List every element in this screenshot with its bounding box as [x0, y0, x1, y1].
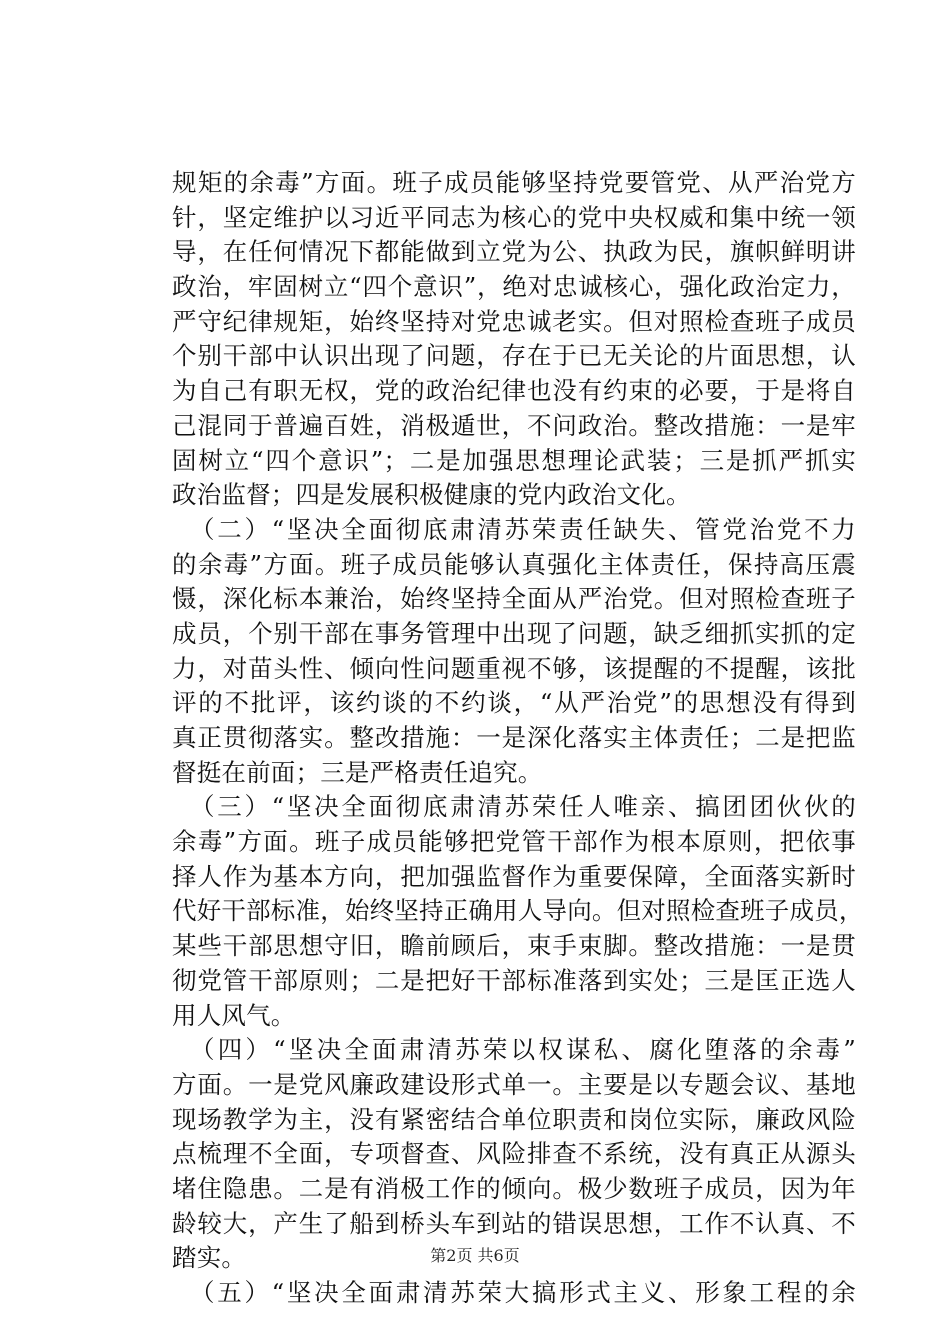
text-line: 现场教学为主，没有紧密结合单位职责和岗位实际，廉政风险: [172, 1104, 856, 1134]
text-line: 己混同于普遍百姓，消极遁世，不问政治。整改措施：一是牢: [172, 410, 856, 440]
text-line: 政治，牢固树立“四个意识”，绝对忠诚核心，强化政治定力，: [172, 272, 856, 302]
text-line: 慑，深化标本兼治，始终坚持全面从严治党。但对照检查班子: [172, 584, 856, 614]
text-line: 踏实。: [172, 1243, 247, 1273]
text-line: 彻党管干部原则；二是把好干部标准落到实处；三是匡正选人: [172, 965, 856, 995]
text-line: 的余毒”方面。班子成员能够认真强化主体责任，保持高压震: [172, 549, 856, 579]
text-line: 真正贯彻落实。整改措施：一是深化落实主体责任；二是把监: [172, 723, 856, 752]
paragraph-start-line: （五）“坚决全面肃清苏荣大搞形式主义、形象工程的余: [190, 1278, 856, 1307]
text-line: 政治监督；四是发展积极健康的党内政治文化。: [172, 480, 691, 510]
text-line: 力，对苗头性、倾向性问题重视不够，该提醒的不提醒，该批: [172, 653, 856, 683]
text-line: 固树立“四个意识”；二是加强思想理论武装；三是抓严抓实: [172, 445, 856, 475]
text-line: 督挺在前面；三是严格责任追究。: [172, 757, 543, 787]
text-line: 用人风气。: [172, 1000, 296, 1030]
text-line: 严守纪律规矩，始终坚持对党忠诚老实。但对照检查班子成员: [172, 306, 856, 336]
text-line: 成员，个别干部在事务管理中出现了问题，缺乏细抓实抓的定: [172, 618, 856, 648]
text-line: 导，在任何情况下都能做到立党为公、执政为民，旗帜鲜明讲: [172, 237, 856, 267]
text-line: 针，坚定维护以习近平同志为核心的党中央权威和集中统一领: [172, 202, 856, 232]
paragraph-start-line: （二）“坚决全面彻底肃清苏荣责任缺失、管党治党不力: [190, 514, 856, 544]
text-line: 代好干部标准，始终坚持正确用人导向。但对照检查班子成员，: [172, 896, 864, 926]
paragraph-start-line: （四）“坚决全面肃清苏荣以权谋私、腐化堕落的余毒”: [190, 1035, 856, 1065]
text-line: 择人作为基本方向，把加强监督作为重要保障，全面落实新时: [172, 861, 856, 891]
text-line: 评的不批评，该约谈的不约谈，“从严治党”的思想没有得到: [172, 688, 856, 718]
text-line: 规矩的余毒”方面。班子成员能够坚持党要管党、从严治党方: [172, 168, 856, 197]
text-line: 方面。一是党风廉政建设形式单一。主要是以专题会议、基地: [172, 1069, 856, 1099]
text-line: 某些干部思想守旧，瞻前顾后，束手束脚。整改措施：一是贯: [172, 931, 856, 961]
text-line: 点梳理不全面，专项督查、风险排查不系统，没有真正从源头: [172, 1139, 856, 1169]
text-line: 龄较大，产生了船到桥头车到站的错误思想，工作不认真、不: [172, 1208, 856, 1238]
text-line: 余毒”方面。班子成员能够把党管干部作为根本原则，把依事: [172, 827, 856, 857]
paragraph-start-line: （三）“坚决全面彻底肃清苏荣任人唯亲、搞团团伙伙的: [190, 792, 856, 822]
page-footer: 第2页 共6页: [430, 1246, 520, 1265]
text-line: 个别干部中认识出现了问题，存在于已无关论的片面思想，认: [172, 341, 856, 371]
text-line: 堵住隐患。二是有消极工作的倾向。极少数班子成员，因为年: [172, 1173, 856, 1203]
text-line: 为自己有职无权，党的政治纪律也没有约束的必要，于是将自: [172, 376, 856, 406]
document-body: [172, 166, 864, 1311]
